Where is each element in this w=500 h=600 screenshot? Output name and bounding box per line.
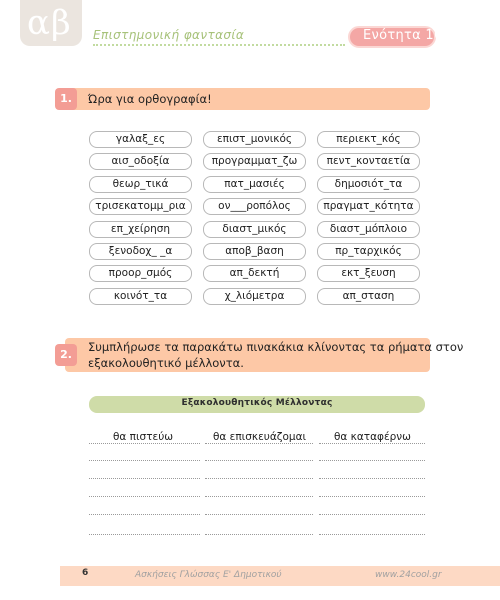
answer-line[interactable]	[319, 514, 425, 515]
answer-line[interactable]	[89, 443, 200, 444]
answer-line[interactable]	[205, 443, 313, 444]
book-title: Ασκήσεις Γλώσσας Ε' Δημοτικού	[135, 570, 282, 580]
word-box[interactable]: δημοσιότ_τα	[317, 176, 420, 193]
answer-line[interactable]	[319, 534, 425, 535]
word-box[interactable]: διαστ_μικός	[203, 221, 306, 238]
column-header-katafernw: θα καταφέρνω	[334, 431, 411, 443]
word-box[interactable]: απ_δεκτή	[203, 265, 306, 282]
logo-text: αβ	[27, 3, 72, 43]
unit-label: Ενότητα 10	[363, 28, 443, 43]
page-number: 6	[82, 568, 89, 578]
exercise-1-number: 1.	[55, 88, 77, 110]
column-header-pisteuo: θα πιστεύω	[113, 431, 174, 443]
header-divider	[93, 44, 345, 46]
answer-line[interactable]	[89, 534, 200, 535]
word-box[interactable]: τρισεκατομμ_ρια	[89, 198, 192, 215]
word-box[interactable]: διαστ_μόπλοιο	[317, 221, 420, 238]
word-box[interactable]: αισ_οδοξία	[89, 153, 192, 170]
answer-line[interactable]	[319, 478, 425, 479]
answer-line[interactable]	[89, 496, 200, 497]
word-box[interactable]: επ_χείρηση	[89, 221, 192, 238]
answer-line[interactable]	[319, 443, 425, 444]
word-box[interactable]: ξενοδοχ_ _α	[89, 243, 192, 260]
exercise-2-instruction-line-2: εξακολουθητικό μέλλοντα.	[88, 356, 244, 370]
word-box[interactable]: προορ_σμός	[89, 265, 192, 282]
answer-line[interactable]	[205, 460, 313, 461]
word-box[interactable]: πρ_ταρχικός	[317, 243, 420, 260]
exercise-2-number: 2.	[55, 344, 77, 366]
answer-line[interactable]	[319, 496, 425, 497]
word-box[interactable]: πατ_μασιές	[203, 176, 306, 193]
exercise-1-instruction: Ώρα για ορθογραφία!	[88, 92, 212, 106]
website-link[interactable]: www.24cool.gr	[375, 570, 442, 580]
word-box[interactable]: αποβ_βαση	[203, 243, 306, 260]
word-box[interactable]: πραγματ_κότητα	[317, 198, 420, 215]
answer-line[interactable]	[205, 514, 313, 515]
answer-line[interactable]	[205, 496, 313, 497]
answer-line[interactable]	[205, 534, 313, 535]
answer-line[interactable]	[89, 478, 200, 479]
answer-line[interactable]	[89, 514, 200, 515]
table-title: Εξακολουθητικός Μέλλοντας	[181, 398, 333, 408]
word-box[interactable]: γαλαξ_ες	[89, 131, 192, 148]
word-box[interactable]: περιεκτ_κός	[317, 131, 420, 148]
column-header-episkeuazomai: θα επισκευάζομαι	[213, 431, 307, 443]
answer-line[interactable]	[319, 460, 425, 461]
word-box[interactable]: πεντ_κονταετία	[317, 153, 420, 170]
answer-line[interactable]	[205, 478, 313, 479]
answer-line[interactable]	[89, 460, 200, 461]
word-box[interactable]: κοινότ_τα	[89, 288, 192, 305]
word-box[interactable]: ον___ροπόλος	[203, 198, 306, 215]
word-box[interactable]: θεωρ_τικά	[89, 176, 192, 193]
page-title: Επιστημονική φαντασία	[93, 28, 245, 42]
word-box[interactable]: χ_λιόμετρα	[203, 288, 306, 305]
word-box[interactable]: απ_σταση	[317, 288, 420, 305]
word-box[interactable]: επιστ_μονικός	[203, 131, 306, 148]
word-box[interactable]: προγραμματ_ζω	[203, 153, 306, 170]
exercise-2-instruction-line-1: Συμπλήρωσε τα παρακάτω πινακάκια κλίνοντας τα ρήματα στον	[88, 340, 464, 354]
word-box[interactable]: εκτ_ξευση	[317, 265, 420, 282]
